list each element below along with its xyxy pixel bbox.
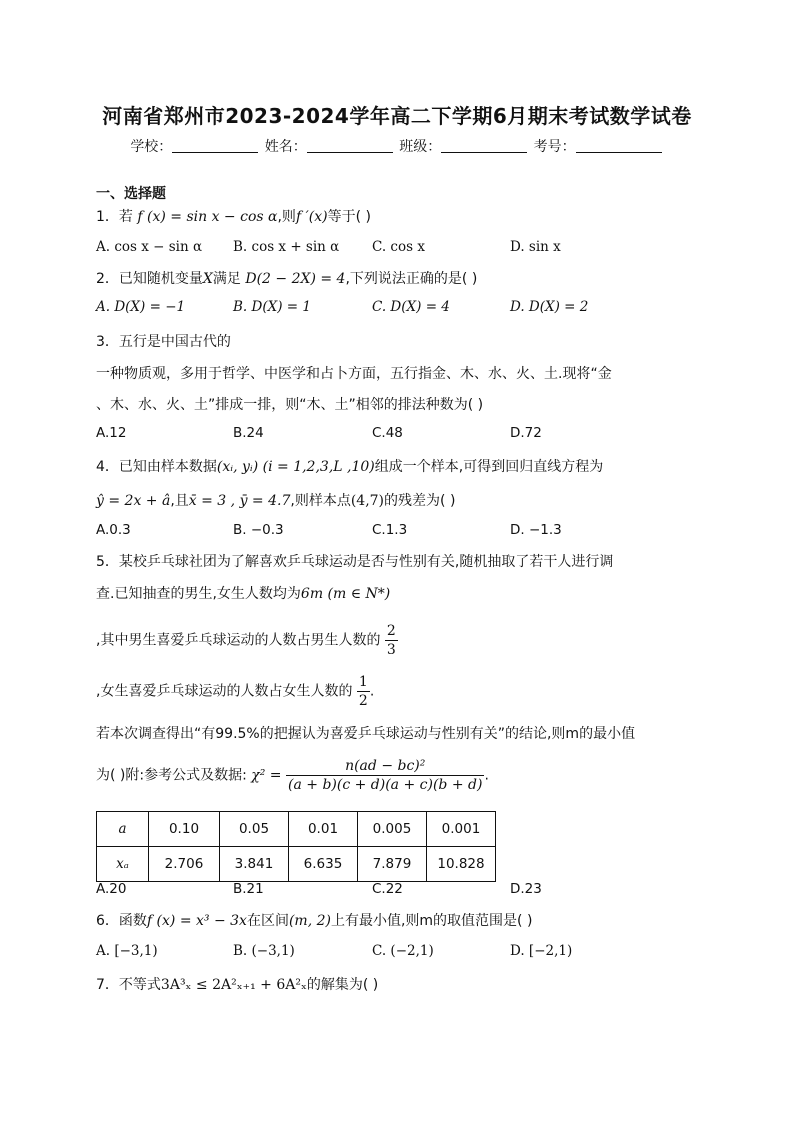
- q4-option-c[interactable]: C.1.3: [372, 522, 408, 538]
- q5-text-b: ,其中男生喜爱乒乓球运动的人数占男生人数的: [96, 632, 381, 649]
- q5-chi-symbol: χ² =: [251, 767, 282, 784]
- q5-chi-formula: [286, 757, 484, 794]
- question-3-line-3: 、木、水、火、土”排成一排，则“木、土”相邻的排法种数为( ): [96, 397, 484, 413]
- q3-option-b[interactable]: B.24: [233, 425, 264, 441]
- q5-option-d[interactable]: D.23: [510, 881, 542, 897]
- q2-mid: 满足: [212, 271, 241, 287]
- student-info-line: [0, 136, 794, 156]
- school-label: 学校：: [130, 139, 173, 155]
- q7-text-b: 的解集为( ): [306, 977, 379, 993]
- q2-option-c[interactable]: C. D(X) = 4: [372, 299, 450, 315]
- q4-text-a: 4．已知由样本数据: [96, 459, 217, 475]
- q4-option-b[interactable]: B. −0.3: [233, 522, 284, 538]
- section-heading: 一、选择题: [96, 186, 166, 202]
- q1-mid: ,则: [277, 209, 296, 225]
- q5-frac1-den: 3: [386, 642, 396, 658]
- table-row: [97, 847, 496, 882]
- q4-text-e: 的残差为( ): [384, 493, 456, 509]
- q5-text-c: ,女生喜爱乒乓球运动的人数占女生人数的: [96, 683, 353, 700]
- number-blank[interactable]: [576, 140, 662, 153]
- q4-text-c: ,且: [170, 493, 189, 509]
- question-6: [96, 910, 532, 930]
- name-label: 姓名：: [264, 139, 307, 155]
- q5-count-expr: 6m (m ∈ N*): [300, 586, 391, 602]
- q2-tail: ,下列说法正确的是( ): [345, 271, 478, 287]
- question-2: [96, 268, 477, 288]
- q1-number: 1．若: [96, 209, 133, 225]
- q6-text-c: 上有最小值,则m的取值范围是( ): [330, 913, 533, 929]
- q2-option-d[interactable]: D. D(X) = 2: [510, 299, 589, 315]
- table-cell: 10.828: [427, 847, 496, 882]
- number-label: 考号：: [533, 139, 576, 155]
- q6-option-b[interactable]: B. (−3,1): [233, 943, 295, 959]
- q1-option-b[interactable]: B. cos x + sin α: [233, 239, 340, 255]
- table-cell: 0.005: [358, 812, 427, 847]
- q5-formula-den: (a + b)(c + d)(a + c)(b + d): [288, 777, 483, 793]
- table-cell: 3.841: [220, 847, 289, 882]
- class-blank[interactable]: [441, 140, 527, 153]
- q6-function: f (x) = x³ − 3x: [146, 913, 247, 929]
- question-5-line-6: 为( )附:参考公式及数据: χ² = $\frac{\text{n(ad − bc)²}}{(a + b)(c + d)(a + c)(b + d)}$ .: [96, 758, 489, 793]
- q4-option-a[interactable]: A.0.3: [96, 522, 131, 538]
- q5-fraction-one-half: [357, 673, 370, 710]
- q1-option-a[interactable]: A. cos x − sin α: [96, 239, 203, 255]
- q5-formula-num: n(ad − bc)²: [286, 757, 484, 776]
- q5-text-a: 查.已知抽查的男生,女生人数均为: [96, 586, 301, 602]
- q3-option-a[interactable]: A.12: [96, 425, 127, 441]
- q2-var: X: [202, 271, 213, 287]
- question-5-line-4: ,女生喜爱乒乓球运动的人数占女生人数的 $\frac{1}{2}$ .: [96, 674, 375, 709]
- table-row: [97, 812, 496, 847]
- school-blank[interactable]: [172, 140, 258, 153]
- q6-text-a: 6．函数: [96, 913, 147, 929]
- q2-number: 2．已知随机变量: [96, 271, 203, 287]
- q5-frac2-den: 2: [358, 693, 368, 709]
- table-cell: 0.10: [149, 812, 220, 847]
- q5-frac1-num: 2: [386, 623, 396, 639]
- q3-option-d[interactable]: D.72: [510, 425, 542, 441]
- critical-value-table: [96, 811, 496, 882]
- q7-text-a: 7．不等式: [96, 977, 161, 993]
- q2-option-b[interactable]: B. D(X) = 1: [233, 299, 311, 315]
- q4-text-b: 组成一个样本,可得到回归直线方程为: [374, 459, 604, 475]
- question-7: [96, 974, 378, 994]
- q1-option-c[interactable]: C. cos x: [372, 239, 425, 255]
- question-5-line-5: 若本次调查得出“有99.5%的把握认为喜爱乒乓球运动与性别有关”的结论,则m的最小值: [96, 726, 636, 742]
- q5-option-c[interactable]: C.22: [372, 881, 403, 897]
- q1-option-d[interactable]: D. sin x: [510, 239, 561, 255]
- question-3-line-1: 3．五行是中国古代的: [96, 334, 231, 350]
- class-label: 班级：: [399, 139, 442, 155]
- q6-interval: (m, 2): [288, 913, 331, 929]
- question-5-line-3: [96, 622, 398, 659]
- question-4-line-1: [96, 456, 603, 476]
- q4-means: x̄ = 3 , ȳ = 4.7: [188, 493, 291, 509]
- q4-point: (4,7): [350, 493, 385, 509]
- q1-tail: 等于( ): [327, 209, 371, 225]
- table-cell: 0.001: [427, 812, 496, 847]
- q4-option-d[interactable]: D. −1.3: [510, 522, 562, 538]
- q2-expr: D(2 − 2X) = 4: [245, 271, 346, 287]
- table-cell: 7.879: [358, 847, 427, 882]
- table-cell: 2.706: [149, 847, 220, 882]
- question-5-line-2: [96, 583, 390, 603]
- q1-deriv: f ′(x): [295, 209, 328, 225]
- q4-regression-eq: ŷ = 2x + â: [96, 493, 171, 509]
- q7-inequality: 3A³ₓ ≤ 2A²ₓ₊₁ + 6A²ₓ: [160, 977, 307, 993]
- name-blank[interactable]: [307, 140, 393, 153]
- q6-text-b: 在区间: [246, 913, 289, 929]
- table-cell: 0.01: [289, 812, 358, 847]
- q5-frac2-num: 1: [358, 674, 368, 690]
- question-4-line-2: [96, 490, 455, 510]
- q4-sample-data: (xᵢ, yᵢ) (i = 1,2,3,L ,10): [216, 459, 375, 475]
- table-cell: 6.635: [289, 847, 358, 882]
- table-cell: xₐ: [97, 847, 149, 882]
- q1-expr: f (x) = sin x − cos α: [137, 209, 278, 225]
- table-cell: a: [97, 812, 149, 847]
- exam-title: 河南省郑州市2023-2024学年高二下学期6月期末考试数学试卷: [102, 104, 692, 128]
- q6-option-a[interactable]: A. [−3,1): [96, 943, 158, 959]
- q5-option-a[interactable]: A.20: [96, 881, 127, 897]
- q6-option-c[interactable]: C. (−2,1): [372, 943, 434, 959]
- q2-option-a[interactable]: A. D(X) = −1: [96, 299, 186, 315]
- table-cell: 0.05: [220, 812, 289, 847]
- question-5-line-1: 5．某校乒乓球社团为了解喜欢乒乓球运动是否与性别有关,随机抽取了若干人进行调: [96, 554, 614, 570]
- question-3-line-2: 一种物质观，多用于哲学、中医学和占卜方面，五行指金、木、水、火、土.现将“金: [96, 366, 612, 382]
- q4-text-d: ,则样本点: [290, 493, 351, 509]
- q5-text-d: 为( )附:参考公式及数据:: [96, 767, 247, 784]
- q5-fraction-two-thirds: [385, 622, 398, 659]
- q3-option-c[interactable]: C.48: [372, 425, 403, 441]
- question-1: [96, 206, 371, 226]
- q5-option-b[interactable]: B.21: [233, 881, 264, 897]
- q6-option-d[interactable]: D. [−2,1): [510, 943, 573, 959]
